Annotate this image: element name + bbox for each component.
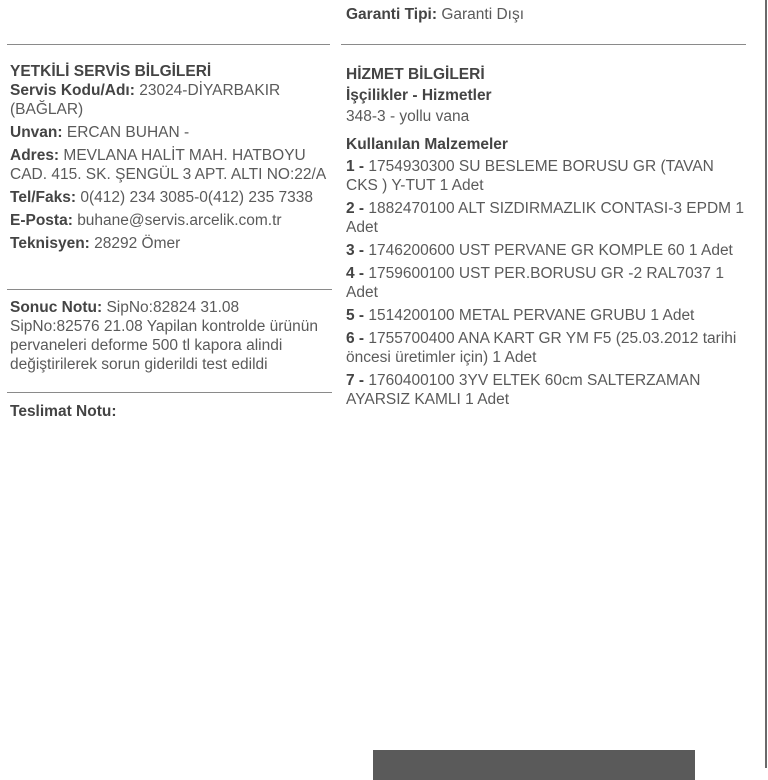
scrollbar-edge [765, 0, 767, 768]
material-num: 6 - [346, 330, 365, 347]
delivery-note-section [10, 402, 332, 421]
unvan-label: Unvan: [10, 124, 63, 141]
material-text: 1760400100 3YV ELTEK 60cm SALTERZAMAN AYARSIZ KAMLI 1 Adet [346, 372, 701, 408]
email-label: E-Posta: [10, 212, 73, 229]
material-text: 1882470100 ALT SIZDIRMAZLIK CONTASI-3 EPDM 1 Adet [346, 200, 745, 236]
divider [341, 44, 746, 45]
material-num: 4 - [346, 265, 365, 282]
labor-value: 348-3 - yollu vana [346, 108, 470, 125]
bottom-action-button[interactable] [373, 750, 695, 780]
material-num: 2 - [346, 200, 365, 217]
material-item [346, 264, 744, 302]
material-text: 1755700400 ANA KART GR YM F5 (25.03.2012 tarihi öncesi üretimler için) 1 Adet [346, 330, 737, 366]
service-info-section [10, 62, 332, 253]
material-item [346, 157, 744, 195]
divider [7, 289, 332, 290]
address-value: MEVLANA HALİT MAH. HATBOYU CAD. 415. SK. ŞENGÜL 3 APT. ALTI NO:22/A [10, 147, 327, 183]
divider [7, 392, 332, 393]
service-details-title: HİZMET BİLGİLERİ [346, 66, 485, 83]
material-item [346, 241, 744, 260]
materials-title: Kullanılan Malzemeler [346, 136, 508, 153]
warranty-value: Garanti Dışı [441, 6, 525, 23]
service-code-value: 23024-DİYARBAKIR (BAĞLAR) [10, 82, 281, 118]
phone-label: Tel/Faks: [10, 189, 77, 206]
result-note-label: Sonuc Notu: [10, 299, 103, 316]
material-text: 1754930300 SU BESLEME BORUSU GR (TAVAN CKS ) Y-TUT 1 Adet [346, 158, 714, 194]
material-item [346, 329, 744, 367]
warranty-row [346, 5, 744, 24]
address-label: Adres: [10, 147, 60, 164]
technician-label: Teknisyen: [10, 235, 90, 252]
unvan-value: ERCAN BUHAN - [66, 124, 190, 141]
delivery-note-label: Teslimat Notu: [10, 403, 117, 420]
material-num: 5 - [346, 307, 365, 324]
service-code-label: Servis Kodu/Adı: [10, 82, 135, 99]
warranty-label: Garanti Tipi: [346, 6, 438, 23]
email-value[interactable]: buhane@servis.arcelik.com.tr [77, 212, 282, 229]
labor-title: İşçilikler - Hizmetler [346, 87, 492, 104]
service-details-section [346, 65, 744, 413]
material-num: 1 - [346, 158, 365, 175]
phone-value[interactable]: 0(412) 234 3085-0(412) 235 7338 [80, 189, 314, 206]
material-num: 7 - [346, 372, 365, 389]
material-text: 1759600100 UST PER.BORUSU GR -2 RAL7037 1 Adet [346, 265, 724, 301]
divider [7, 44, 330, 45]
material-item [346, 371, 744, 409]
technician-value: 28292 Ömer [94, 235, 181, 252]
material-text: 1514200100 METAL PERVANE GRUBU 1 Adet [368, 307, 695, 324]
result-note-value: SipNo:82824 31.08 SipNo:82576 21.08 Yapilan kontrolde ürünün pervaneleri deforme 500 tl kapora alindi değiştirilerek sorun giderildi test edildi [10, 299, 318, 373]
materials-list [346, 157, 744, 409]
material-item [346, 306, 744, 325]
material-num: 3 - [346, 242, 365, 259]
material-item [346, 199, 744, 237]
material-text: 1746200600 UST PERVANE GR KOMPLE 60 1 Adet [368, 242, 733, 259]
service-info-title: YETKİLİ SERVİS BİLGİLERİ [10, 63, 212, 80]
result-note-section [10, 298, 332, 374]
